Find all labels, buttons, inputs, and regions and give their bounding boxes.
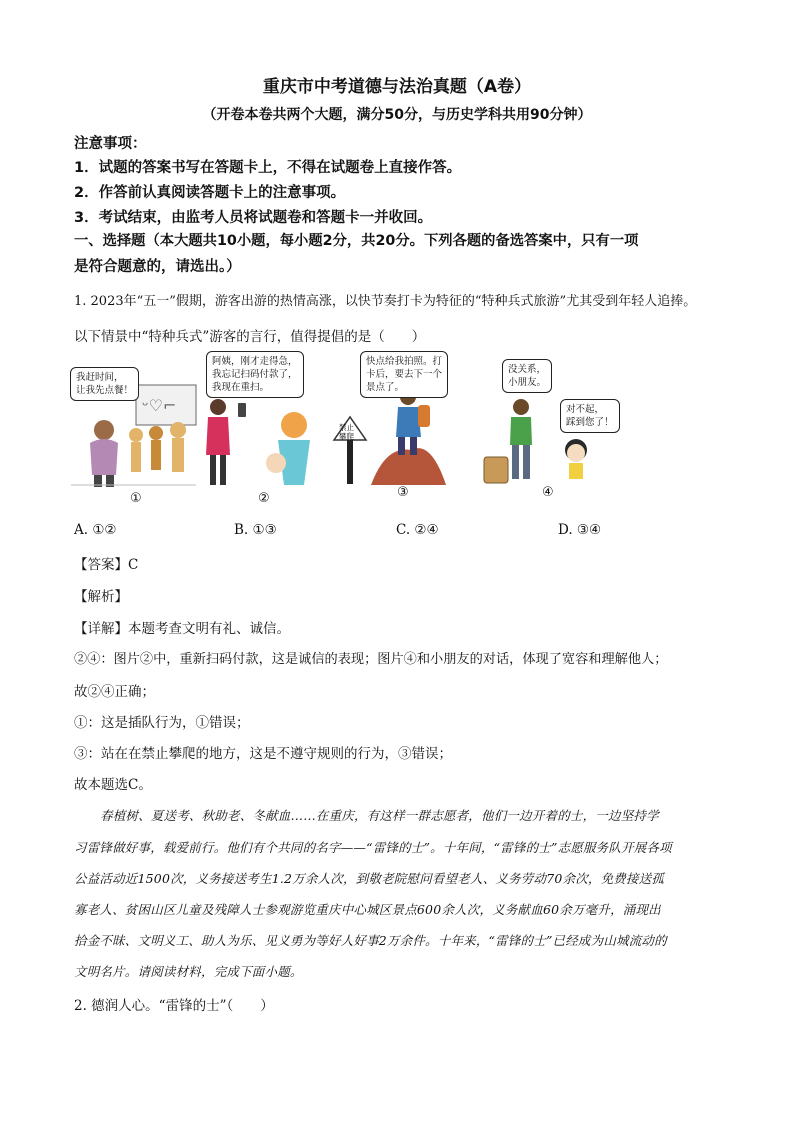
- option-a[interactable]: A. ①②: [74, 522, 117, 538]
- panel-3-speech-line: 景点了。: [366, 382, 405, 393]
- panel-4-speech-line: 没关系，: [508, 364, 547, 375]
- panel-1-label: ①: [130, 491, 142, 506]
- analysis-tag: 【解析】: [74, 589, 128, 605]
- section-heading-line2: 是符合题意的，请选出。）: [74, 259, 241, 275]
- panel-1-speech-bubble: [70, 367, 139, 401]
- panel-2-speech-bubble: [206, 351, 304, 398]
- q2-stem: 2. 德润人心。“雷锋的士”（ ）: [74, 998, 274, 1014]
- panel-3-label: ③: [397, 485, 409, 500]
- sign-line: 禁止: [339, 423, 354, 432]
- detail-line: 【详解】本题考查文明有礼、诚信。: [74, 621, 290, 637]
- panel-4-label: ④: [542, 485, 554, 500]
- answer-line: 【答案】C: [74, 557, 139, 573]
- notice-item-2: 2．作答前认真阅读答题卡上的注意事项。: [74, 185, 346, 201]
- panel-3-speech-line: 快点给我拍照。打: [366, 356, 443, 367]
- passage-line-2: 习雷锋做好事，载爱前行。他们有个共同的名字——“雷锋的士”。十年间，“雷锋的士”志愿服务队开展各项: [74, 840, 672, 855]
- passage-line-5: 拾金不昧、文明义工、助人为乐、见义勇为等好人好事2万余件。十年来，“雷锋的士”已经成为山城流动的: [74, 933, 667, 948]
- panel-1-speech-line: 我赶时间，: [76, 372, 124, 383]
- explain-line-4: ③：站在在禁止攀爬的地方，这是不遵守规则的行为，③错误；: [74, 746, 452, 762]
- option-b[interactable]: B. ①③: [234, 522, 277, 538]
- panel-2-speech-line: 阿姨，刚才走得急，: [212, 356, 298, 367]
- explain-line-3: ①：这是插队行为，①错误；: [74, 715, 250, 731]
- passage-line-4: 寡老人、贫困山区儿童及残障人士参观游览重庆中心城区景点600余人次，义务献血60余万毫升，涌现出: [74, 902, 661, 917]
- panel-4-speech-line: 小朋友。: [508, 377, 547, 388]
- page-title: 重庆市中考道德与法治真题（A卷）: [262, 77, 532, 97]
- passage-line-1: 春植树、夏送考、秋助老、冬献血……在重庆，有这样一群志愿者，他们一边开着的士，一边坚持学: [100, 808, 659, 823]
- notice-item-3: 3．考试结束，由监考人员将试题卷和答题卡一并收回。: [74, 210, 433, 226]
- panel-1-speech-line: 让我先点餐！: [76, 385, 134, 396]
- explain-line-5: 故本题选C。: [74, 777, 152, 793]
- panel-4-child-speech-line: 踩到您了！: [566, 417, 614, 428]
- panel-2-scene: [206, 399, 310, 485]
- section-heading-line1: 一、选择题（本大题共10小题，每小题2分，共20分。下列各题的备选答案中，只有一项: [74, 233, 639, 249]
- q1-stem-line1: 1. 2023年“五一”假期，游客出游的热情高涨，以快节奏打卡为特征的“特种兵式旅游”尤其受到年轻人追捧。: [74, 294, 697, 309]
- notice-item-1: 1．试题的答案书写在答题卡上，不得在试题卷上直接作答。: [74, 160, 462, 176]
- panel-2-speech-line: 我忘记扫码付款了，: [212, 369, 298, 380]
- q1-stem-line2: 以下情景中“特种兵式”游客的言行，值得提倡的是（ ）: [74, 329, 426, 345]
- passage-line-6: 文明名片。请阅读材料，完成下面小题。: [74, 964, 303, 979]
- page-subtitle: （开卷本卷共两个大题，满分50分，与历史学科共用90分钟）: [202, 107, 592, 123]
- svg-text:ᵕ♡⌐: ᵕ♡⌐: [142, 396, 177, 415]
- panel-2-speech-line: 我现在重扫。: [212, 382, 270, 393]
- panel-2-label: ②: [258, 491, 270, 506]
- explain-line-2: 故②④正确；: [74, 684, 155, 700]
- panel-3-speech-line: 卡后，要去下一个: [366, 369, 443, 380]
- notice-heading: 注意事项：: [74, 136, 147, 152]
- panel-4-child-speech-bubble: [560, 399, 620, 433]
- panel-4-child-speech-line: 对不起，: [566, 404, 605, 415]
- passage-line-3: 公益活动近1500次，义务接送考生1.2万余人次，到敬老院慰问看望老人、义务劳动70余次，免费接送孤: [74, 871, 665, 886]
- q1-illustration: [66, 345, 736, 510]
- panel-4-speech-bubble: [502, 359, 552, 393]
- option-d[interactable]: D. ③④: [558, 522, 602, 538]
- explain-line-1: ②④：图片②中，重新扫码付款，这是诚信的表现；图片④和小朋友的对话，体现了宽容和理解他人；: [74, 652, 668, 667]
- no-climbing-sign: [339, 423, 354, 441]
- option-c[interactable]: C. ②④: [396, 522, 439, 538]
- panel-3-speech-bubble: [360, 351, 448, 398]
- sign-line: 攀爬: [339, 432, 354, 441]
